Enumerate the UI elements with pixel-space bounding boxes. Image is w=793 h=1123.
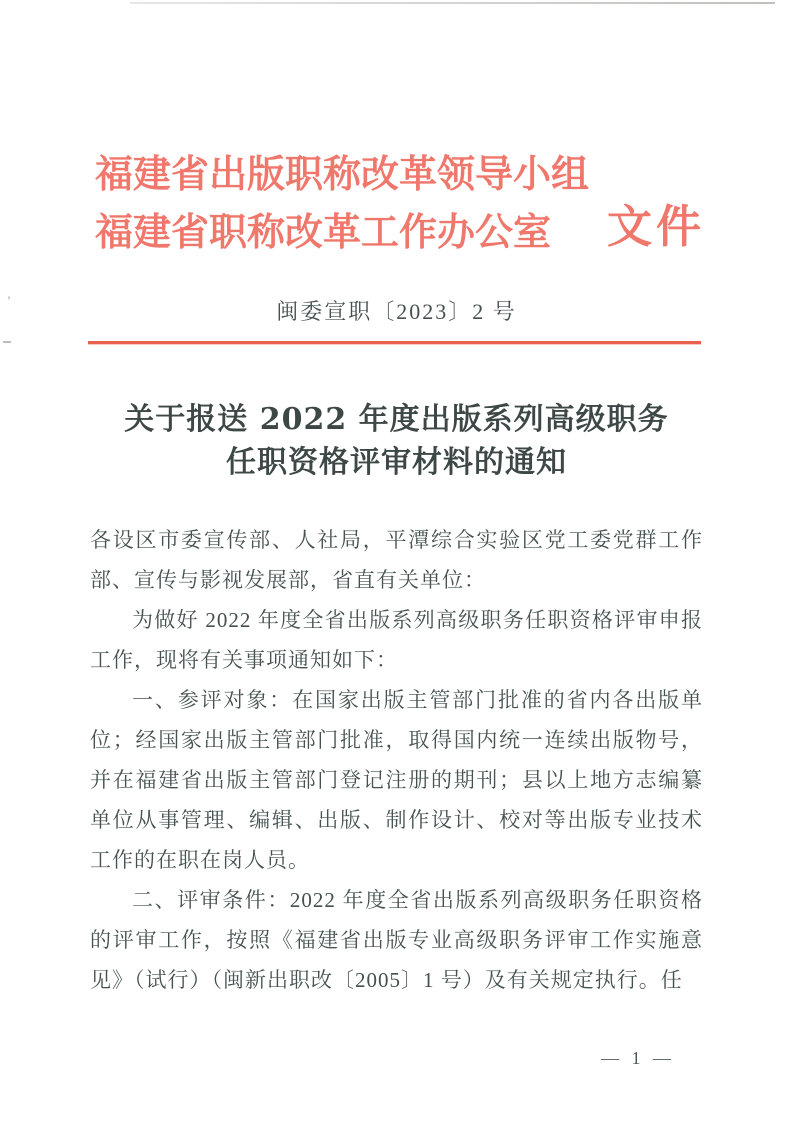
document-letterhead (95, 146, 705, 262)
doc-type-label: 文件 (607, 201, 706, 252)
title-line1: 关于报送 2022 年度出版系列高级职务 (124, 402, 669, 437)
scan-artifact-line (130, 2, 775, 4)
page-number: — 1 — (601, 1048, 675, 1068)
scan-artifact-mark: ’ (7, 293, 11, 307)
document-body (90, 520, 703, 1000)
title-line2: 任职资格评审材料的通知 (226, 445, 567, 480)
intro-paragraph: 为做好 2022 年度全省出版系列高级职务任职资格评审申报工作，现将有关事项通知如下： (90, 608, 703, 672)
recipients-paragraph: 各设区市委宣传部、人社局，平潭综合实验区党工委党群工作部、宣传与影视发展部，省直有关单位： (90, 528, 703, 592)
document-title (0, 398, 793, 484)
issuing-org-line1: 福建省出版职称改革领导小组 (95, 154, 590, 196)
section-1-participants-paragraph: 一、参评对象：在国家出版主管部门批准的省内各出版单位；经国家出版主管部门批准，取得国内统一连续出版物号，并在福建省出版主管部门登记注册的期刊；县以上地方志编纂单位从事管理、编辑、出版、制作设计、校对等出版专业技术工作的在职在岗人员。 (90, 688, 703, 872)
issuing-org-block (95, 146, 597, 262)
doc-number: 闽委宣职〔2023〕2 号 (276, 299, 517, 324)
section-2-criteria-paragraph: 二、评审条件：2022 年度全省出版系列高级职务任职资格的评审工作，按照《福建省出版专业高级职务评审工作实施意见》（试行）（闽新出职改〔2005〕1 号）及有关规定执行。任 (90, 888, 703, 992)
scan-artifact-mark (3, 341, 11, 343)
issuing-org-line2: 福建省职称改革工作办公室 (95, 212, 552, 254)
red-divider-line (88, 341, 701, 344)
